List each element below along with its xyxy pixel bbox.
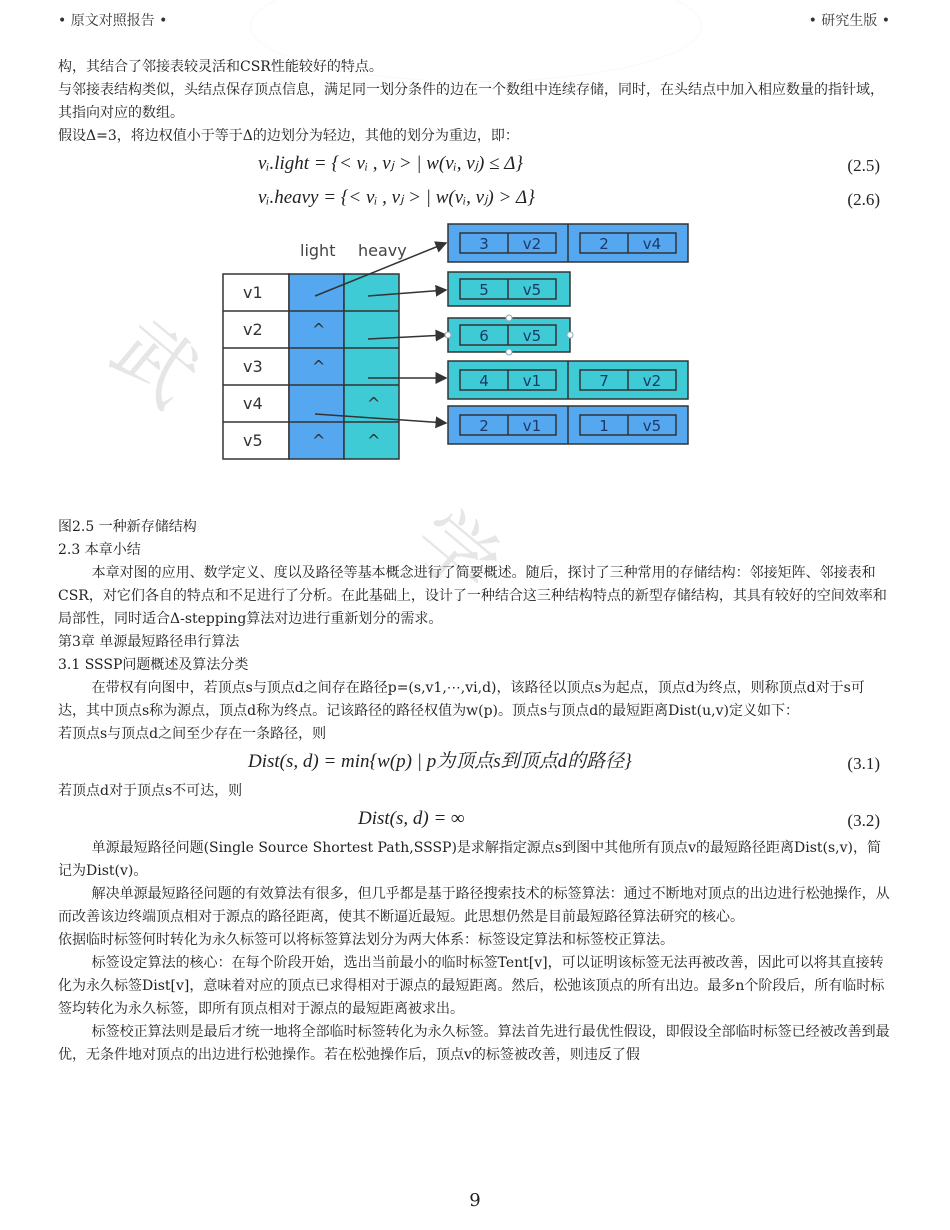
svg-text:v5: v5 (243, 431, 263, 450)
svg-text:v5: v5 (642, 417, 662, 435)
svg-text:v2: v2 (522, 235, 542, 253)
svg-text:heavy: heavy (358, 241, 407, 260)
svg-text:v2: v2 (243, 320, 263, 339)
paragraph: 依据临时标签何时转化为永久标签可以将标签算法划分为两大体系：标签设定算法和标签校正算法。 (58, 932, 674, 948)
page-content (58, 56, 890, 1067)
header-left: • 原文对照报告 • (58, 13, 168, 29)
paragraph: 单源最短路径问题(Single Source Shortest Path,SSSP)是求解指定源点s到图中其他所有顶点v的最短路径距离Dist(s,v)，简记为Dist(v)。 (58, 840, 881, 879)
paragraph: 若顶点s与顶点d之间至少存在一条路径，则 (58, 726, 327, 742)
svg-text:7: 7 (599, 372, 609, 390)
svg-text:v3: v3 (243, 357, 263, 376)
equation-3-1: Dist(s, d) = min{w(p) | p为顶点s到顶点d的路径} (3.1) (248, 751, 880, 773)
figure-caption: 图2.5 一种新存储结构 (58, 519, 197, 535)
page-number: 9 (469, 1190, 481, 1211)
paragraph: 标签校正算法则是最后才统一地将全部临时标签转化为永久标签。算法首先进行最优性假设，即假设全部临时标签已经被改善到最优，无条件地对顶点的出边进行松弛操作。若在松弛操作后，顶点v的标签被改善，则违反了假 (58, 1024, 890, 1063)
paragraph: 解决单源最短路径问题的有效算法有很多，但几乎都是基于路径搜索技术的标签算法：通过不断地对顶点的出边进行松弛操作，从而改善该边终端顶点相对于源点的路径距离，使其不断逼近最短。此思想仍然是目前最短路径算法研究的核心。 (58, 886, 890, 925)
paragraph: 与邻接表结构类似，头结点保存顶点信息，满足同一划分条件的边在一个数组中连续存储，同时，在头结点中加入相应数量的指针域，其指向对应的数组。 (58, 82, 884, 121)
svg-text:2: 2 (479, 417, 489, 435)
equation-3-2: Dist(s, d) = ∞ (3.2) (358, 808, 880, 830)
watermark: 学 (394, 491, 517, 615)
header-right: • 研究生版 • (808, 13, 890, 29)
svg-text:v1: v1 (522, 417, 542, 435)
watermark: 武 (94, 301, 217, 425)
svg-text:4: 4 (479, 372, 489, 390)
chapter-heading: 第3章 单源最短路径串行算法 (58, 634, 240, 650)
svg-text:v4: v4 (642, 235, 662, 253)
svg-text:v1: v1 (522, 372, 542, 390)
section-heading: 3.1 SSSP问题概述及算法分类 (58, 657, 249, 673)
svg-text:^: ^ (367, 394, 381, 413)
svg-text:^: ^ (367, 431, 381, 450)
paragraph: 在带权有向图中，若顶点s与顶点d之间存在路径p=(s,v1,⋯,vi,d)，该路径以顶点s为起点，顶点d为终点，则称顶点d对于s可达，其中顶点s称为源点，顶点d称为终点。记该路径的路径权值为w(p)。顶点s与顶点d的最短距离Dist(u,v)定义如下： (58, 680, 865, 719)
svg-text:^: ^ (312, 357, 326, 376)
svg-text:v5: v5 (522, 327, 542, 345)
svg-text:light: light (300, 241, 336, 260)
svg-text:5: 5 (479, 281, 489, 299)
svg-text:v4: v4 (243, 394, 263, 413)
svg-text:^: ^ (312, 431, 326, 450)
figure-diagram (218, 216, 698, 476)
storage-structure-figure (58, 216, 890, 516)
equation-2-6: vᵢ.heavy = {< vᵢ , vⱼ > | w(vᵢ, vⱼ) > Δ} (2.6) (258, 187, 880, 209)
paragraph: 若顶点d对于顶点s不可达，则 (58, 783, 243, 799)
paragraph: 本章对图的应用、数学定义、度以及路径等基本概念进行了简要概述。随后，探讨了三种常用的存储结构：邻接矩阵、邻接表和CSR，对它们各自的特点和不足进行了分析。在此基础上，设计了一种结合这三种结构特点的新型存储结构，其具有较好的空间效率和局部性，同时适合Δ-stepping算法对边进行重新划分的需求。 (58, 565, 887, 627)
svg-text:6: 6 (479, 327, 489, 345)
svg-text:v5: v5 (522, 281, 542, 299)
paragraph: 假设Δ=3，将边权值小于等于Δ的边划分为轻边，其他的划分为重边，即： (58, 128, 519, 144)
svg-text:3: 3 (479, 235, 489, 253)
equation-2-5: vᵢ.light = {< vᵢ , vⱼ > | w(vᵢ, vⱼ) ≤ Δ} (2.5) (258, 153, 880, 175)
svg-text:^: ^ (312, 320, 326, 339)
svg-text:v1: v1 (243, 283, 263, 302)
paragraph: 构，其结合了邻接表较灵活和CSR性能较好的特点。 (58, 59, 383, 75)
svg-text:2: 2 (599, 235, 609, 253)
svg-text:v2: v2 (642, 372, 662, 390)
svg-text:1: 1 (599, 417, 609, 435)
section-heading: 2.3 本章小结 (58, 542, 141, 558)
paragraph: 标签设定算法的核心：在每个阶段开始，选出当前最小的临时标签Tent[v]，可以证明该标签无法再被改善，因此可以将其直接转化为永久标签Dist[v]，意味着对应的顶点已求得相对于源点的最短距离。然后，松弛该顶点的所有出边。最多n个阶段后，所有临时标签均转化为永久标签，即所有顶点相对于源点的最短距离被求出。 (58, 955, 885, 1017)
